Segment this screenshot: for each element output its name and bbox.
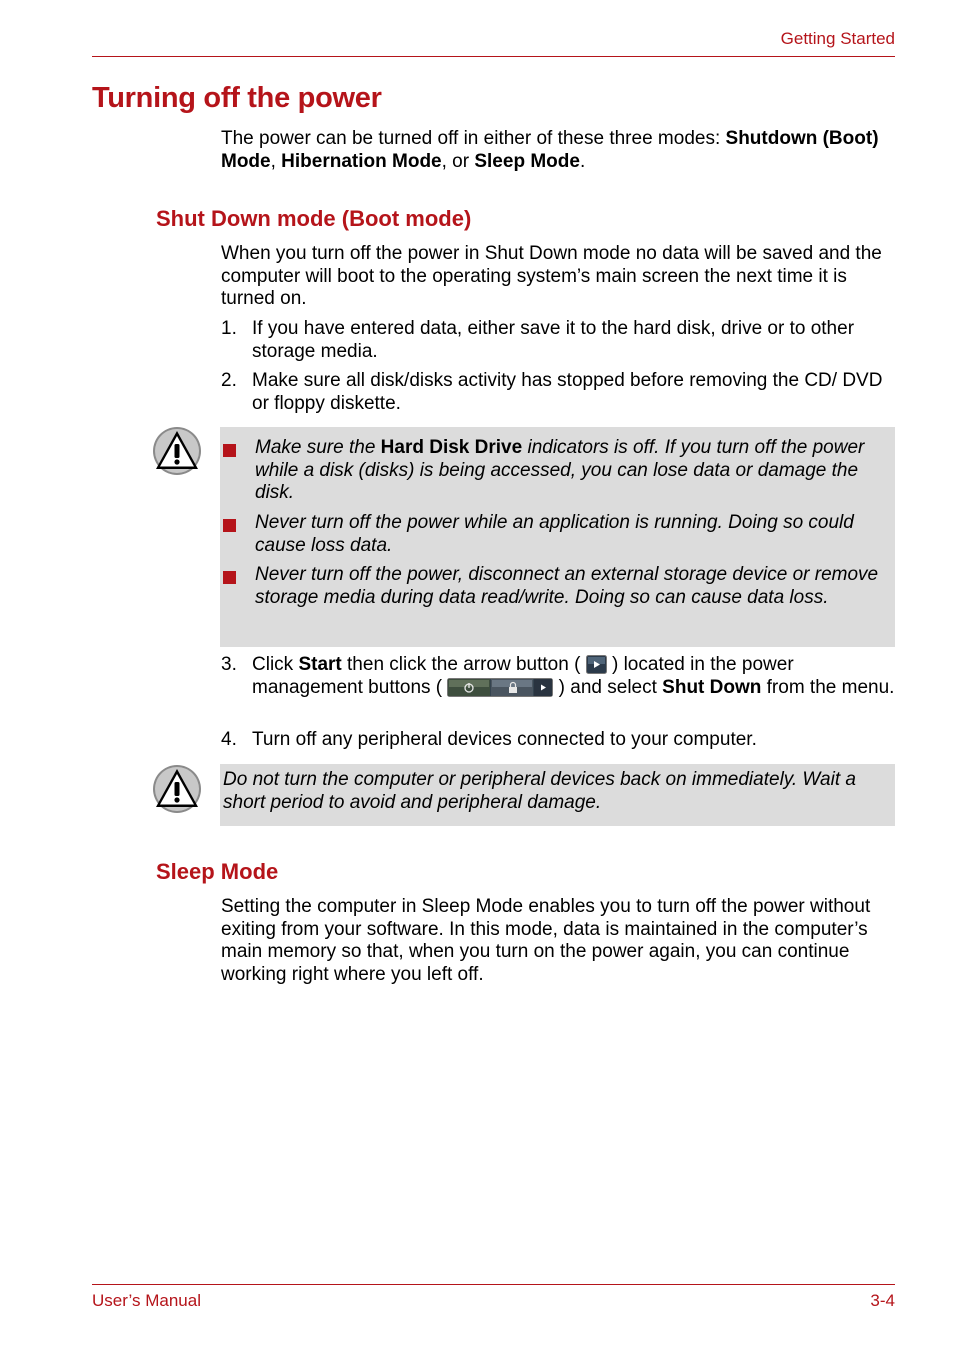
- step-number: 1.: [221, 318, 237, 339]
- warning-icon: [152, 426, 202, 476]
- bullet-square-icon: [223, 571, 236, 584]
- intro-text: The power can be turned off in either of these three modes:: [221, 128, 726, 149]
- step-text-bold: Shut Down: [662, 676, 762, 698]
- intro-text: , or: [441, 150, 475, 172]
- step-number: 4.: [221, 729, 237, 750]
- section-heading-sleep: Sleep Mode: [156, 859, 279, 884]
- caution-text: Never turn off the power, disconnect an external storage device or remove storage media during data read/write. Doing so can cause data loss.: [255, 564, 879, 608]
- footer-page-number: 3-4: [870, 1291, 895, 1310]
- intro-mode-sleep: Sleep Mode: [474, 150, 580, 172]
- step-text: [252, 654, 896, 699]
- power-buttons-icon: [447, 678, 553, 697]
- intro-paragraph: [221, 128, 896, 173]
- step-text-part: ) and select: [553, 676, 663, 698]
- running-header: Getting Started: [780, 29, 895, 48]
- step-text-part: from the menu.: [761, 676, 895, 698]
- step-number: 3.: [221, 654, 237, 675]
- caution-text: [255, 437, 895, 505]
- intro-text: ,: [270, 150, 282, 172]
- page-title: Turning off the power: [92, 82, 382, 114]
- section-heading-shutdown: Shut Down mode (Boot mode): [156, 206, 472, 231]
- intro-mode-hibernation: Hibernation Mode: [281, 150, 442, 172]
- caution-text: Never turn off the power while an application is running. Doing so could cause loss data.: [255, 512, 854, 556]
- step-text-part: Click: [252, 654, 299, 675]
- arrow-button-icon: [586, 655, 607, 674]
- caution-text-part: indicators is off. If you turn off the power while a disk (disks) is being accessed, you can lose data or damage the disk.: [255, 437, 865, 503]
- header-rule: [92, 56, 895, 57]
- footer-manual-title: User’s Manual: [92, 1291, 201, 1310]
- step-number: 2.: [221, 370, 237, 391]
- step-text-part: then click the arrow button (: [341, 654, 586, 675]
- step-text: Turn off any peripheral devices connected to your computer.: [252, 729, 757, 750]
- caution-text-bold: Hard Disk Drive: [380, 437, 523, 458]
- step-text: If you have entered data, either save it to the hard disk, drive or to other storage media.: [252, 318, 855, 362]
- footer-rule: [92, 1284, 895, 1285]
- step-text-bold: Start: [298, 654, 342, 675]
- step-text: Make sure all disk/disks activity has stopped before removing the CD/ DVD or floppy diskette.: [252, 370, 883, 414]
- shutdown-paragraph: When you turn off the power in Shut Down mode no data will be saved and the computer will boot to the operating system’s main screen the next time it is turned on.: [221, 243, 882, 309]
- intro-mode-shutdown: Shutdown (Boot) Mode: [221, 128, 879, 172]
- bullet-square-icon: [223, 519, 236, 532]
- caution-text-part: Make sure the: [255, 437, 381, 458]
- sleep-paragraph: Setting the computer in Sleep Mode enables you to turn off the power without exiting from your software. In this mode, data is maintained in the computer’s main memory so that, when you turn on the power again, you can continue working right where you left off.: [221, 896, 871, 985]
- warning-icon: [152, 764, 202, 814]
- bullet-square-icon: [223, 444, 236, 457]
- intro-text: .: [579, 150, 586, 172]
- caution-text: Do not turn the computer or peripheral devices back on immediately. Wait a short period to avoid and peripheral damage.: [223, 769, 856, 813]
- step-text-part: ) located in the power management buttons (: [252, 654, 794, 698]
